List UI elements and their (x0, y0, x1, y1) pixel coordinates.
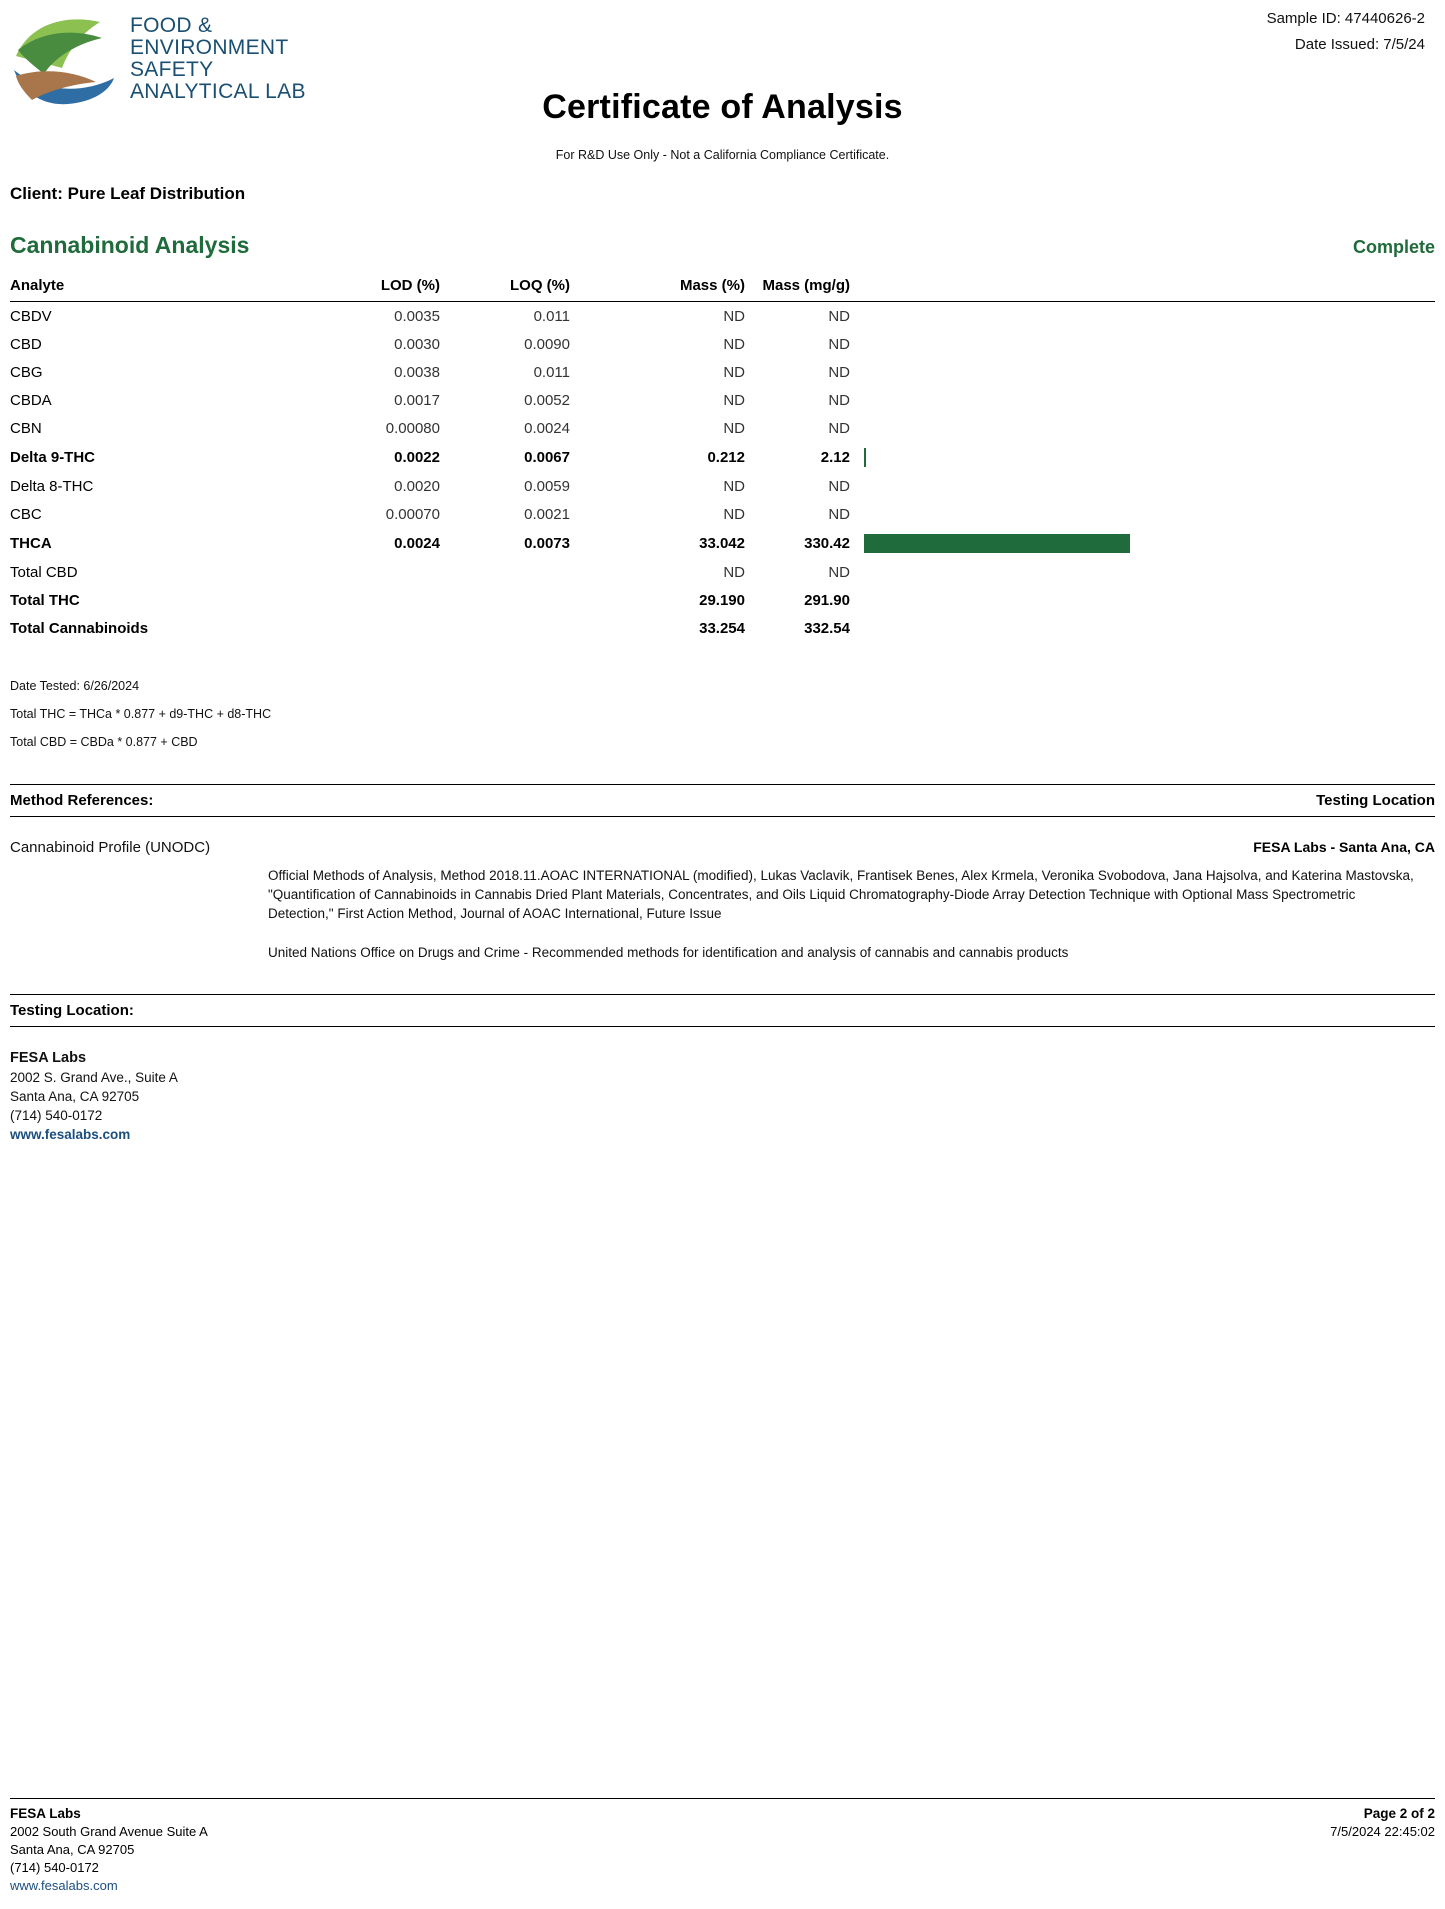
cell-lod: 0.0038 (394, 363, 440, 381)
date-tested: Date Tested: 6/26/2024 (10, 679, 140, 693)
cell-lod: 0.00080 (385, 419, 440, 437)
client-name: Client: Pure Leaf Distribution (10, 184, 246, 203)
cell-mass-pct: ND (723, 307, 745, 325)
page-title: Certificate of Analysis (542, 88, 903, 126)
col-mass-mgg: Mass (mg/g) (745, 277, 850, 302)
table-row (10, 386, 1435, 414)
table-body (10, 302, 1435, 643)
cell-bar (850, 442, 1435, 472)
cell-mass-mgg: ND (828, 477, 850, 495)
table-row (10, 414, 1435, 442)
section-title: Cannabinoid Analysis (10, 232, 250, 258)
header-meta (1267, 6, 1425, 58)
footer-address-2: Santa Ana, CA 92705 (10, 1842, 135, 1857)
testing-location-header: Testing Location: (10, 994, 1435, 1027)
cell-mass-pct: ND (723, 477, 745, 495)
cell-mass-mgg: ND (828, 363, 850, 381)
cell-mass-mgg: 332.54 (804, 619, 850, 637)
cell-analyte: Delta 9-THC (10, 448, 96, 466)
cell-lod: 0.0020 (394, 477, 440, 495)
sample-id: Sample ID: 47440626-2 (1266, 10, 1425, 27)
cell-bar (850, 358, 1435, 386)
cell-mass-pct: ND (723, 419, 745, 437)
cell-mass-mgg: 2.12 (820, 448, 850, 466)
testing-lab-name: FESA Labs (10, 1050, 87, 1066)
cell-mass-pct: 29.190 (699, 591, 745, 609)
testing-location-body (10, 1049, 1435, 1144)
cell-mass-pct: ND (723, 563, 745, 581)
cell-bar (850, 472, 1435, 500)
cell-lod: 0.0022 (394, 448, 440, 466)
method-detail-block (268, 866, 1415, 962)
cell-mass-mgg: 330.42 (804, 534, 850, 552)
logo-line-1: FOOD & (130, 14, 213, 37)
method-references-body (10, 839, 1435, 962)
testing-website-link[interactable]: www.fesalabs.com (10, 1127, 131, 1142)
footer-address-1: 2002 South Grand Avenue Suite A (10, 1824, 208, 1839)
cell-mass-mgg: ND (828, 391, 850, 409)
cell-loq: 0.0052 (524, 391, 570, 409)
document-footer (10, 1798, 1435, 1895)
cell-loq: 0.011 (533, 363, 570, 381)
cell-loq: 0.0073 (524, 534, 570, 552)
cell-mass-pct: 33.042 (699, 534, 745, 552)
total-thc-formula: Total THC = THCa * 0.877 + d9-THC + d8-THC (10, 707, 272, 721)
cell-analyte: CBG (10, 363, 43, 381)
footer-page-info (1330, 1805, 1435, 1895)
cell-analyte: CBC (10, 505, 42, 523)
cell-mass-mgg: ND (828, 419, 850, 437)
cell-lod: 0.0017 (394, 391, 440, 409)
cell-bar (850, 302, 1435, 331)
col-mass-pct: Mass (%) (570, 277, 745, 302)
cell-loq: 0.0090 (524, 335, 570, 353)
cell-analyte: Total CBD (10, 563, 78, 581)
lab-logo (10, 4, 430, 114)
table-row (10, 302, 1435, 331)
cell-analyte: CBDV (10, 307, 52, 325)
testing-phone: (714) 540-0172 (10, 1108, 103, 1123)
cell-loq: 0.011 (533, 307, 570, 325)
cell-lod (310, 586, 440, 614)
cell-analyte: THCA (10, 534, 52, 552)
cell-bar (850, 528, 1435, 558)
logo-wordmark (130, 15, 306, 103)
cell-analyte: Total Cannabinoids (10, 619, 149, 637)
testing-address-1: 2002 S. Grand Ave., Suite A (10, 1070, 178, 1085)
cell-mass-pct: ND (723, 363, 745, 381)
cell-bar (850, 414, 1435, 442)
cell-loq: 0.0059 (524, 477, 570, 495)
cell-analyte: CBN (10, 419, 42, 437)
cell-loq (440, 558, 570, 586)
cell-bar (850, 500, 1435, 528)
col-lod: LOD (%) (310, 277, 440, 302)
method-profile-location: FESA Labs - Santa Ana, CA (1253, 839, 1435, 855)
cell-loq (440, 614, 570, 642)
footer-page-number: Page 2 of 2 (1363, 1806, 1435, 1821)
cell-lod: 0.0030 (394, 335, 440, 353)
logo-line-3: SAFETY (130, 58, 214, 81)
cell-bar (850, 586, 1435, 614)
cell-lod: 0.0035 (394, 307, 440, 325)
cell-analyte: CBD (10, 335, 42, 353)
method-references-label: Method References: (10, 792, 154, 809)
col-bar-chart (850, 277, 1435, 302)
cell-bar (850, 614, 1435, 642)
cell-mass-pct: ND (723, 391, 745, 409)
total-cbd-formula: Total CBD = CBDa * 0.877 + CBD (10, 735, 198, 749)
table-row (10, 472, 1435, 500)
cell-lod (310, 558, 440, 586)
footer-phone: (714) 540-0172 (10, 1860, 99, 1875)
method-references-header (10, 784, 1435, 817)
table-row (10, 558, 1435, 586)
cell-mass-mgg: ND (828, 307, 850, 325)
cell-mass-mgg: 291.90 (804, 591, 850, 609)
table-row (10, 614, 1435, 642)
table-header (10, 277, 1435, 302)
cell-loq: 0.0024 (524, 419, 570, 437)
cell-analyte: Delta 8-THC (10, 477, 94, 495)
testing-address-2: Santa Ana, CA 92705 (10, 1089, 140, 1104)
cell-lod: 0.0024 (394, 534, 440, 552)
value-bar (864, 448, 866, 467)
cannabinoid-table (10, 277, 1435, 642)
cell-mass-mgg: ND (828, 505, 850, 523)
method-detail-2: United Nations Office on Drugs and Crime - Recommended methods for identification and analysis of cannabis and cannabis products (268, 945, 1069, 960)
method-detail-1: Official Methods of Analysis, Method 2018.11.AOAC INTERNATIONAL (modified), Lukas Vaclavik, Frantisek Benes, Alex Krmela, Veronika Svobodova, Jana Hajsolva, and Katerina Mastovska, "Quantification of Cannabinoids in Cannabis Dried Plant Materials, Concentrates, and Oils Liquid Chromatography-Diode Array Detection Technique with Optional Mass Spectrometric Detection," First Action Method, Journal of AOAC International, Future Issue (268, 868, 1414, 921)
footer-timestamp: 7/5/2024 22:45:02 (1330, 1824, 1435, 1839)
cannabinoid-section-header (10, 232, 1435, 259)
cell-loq: 0.0021 (524, 505, 570, 523)
table-row (10, 500, 1435, 528)
analysis-notes (10, 672, 1435, 756)
page-subtitle: For R&D Use Only - Not a California Compliance Certificate. (555, 148, 890, 162)
logo-mark-icon (10, 4, 120, 114)
status-badge: Complete (1352, 237, 1435, 257)
testing-location-label: Testing Location (1316, 792, 1435, 809)
logo-line-2: ENVIRONMENT (130, 36, 289, 59)
table-row (10, 330, 1435, 358)
table-row (10, 442, 1435, 472)
logo-line-4: ANALYTICAL LAB (130, 80, 306, 103)
table-row (10, 528, 1435, 558)
method-profile-name: Cannabinoid Profile (UNODC) (10, 839, 211, 856)
value-bar (864, 534, 1130, 553)
cell-mass-mgg: ND (828, 335, 850, 353)
cell-loq (440, 586, 570, 614)
col-analyte: Analyte (10, 277, 310, 302)
cell-mass-pct: ND (723, 505, 745, 523)
cell-loq: 0.0067 (524, 448, 570, 466)
cell-bar (850, 386, 1435, 414)
cell-lod: 0.00070 (385, 505, 440, 523)
cell-mass-mgg: ND (828, 563, 850, 581)
table-row (10, 586, 1435, 614)
cell-bar (850, 330, 1435, 358)
cell-lod (310, 614, 440, 642)
cell-mass-pct: 0.212 (707, 448, 745, 466)
document-header (10, 0, 1435, 150)
col-loq: LOQ (%) (440, 277, 570, 302)
cell-mass-pct: ND (723, 335, 745, 353)
cell-analyte: Total THC (10, 591, 80, 609)
cell-mass-pct: 33.254 (699, 619, 745, 637)
footer-lab-info (10, 1805, 208, 1895)
cell-bar (850, 558, 1435, 586)
footer-divider (10, 1798, 1435, 1799)
table-row (10, 358, 1435, 386)
date-issued: Date Issued: 7/5/24 (1294, 36, 1425, 53)
cell-analyte: CBDA (10, 391, 52, 409)
footer-lab-name: FESA Labs (10, 1806, 81, 1821)
footer-website: www.fesalabs.com (10, 1878, 118, 1893)
